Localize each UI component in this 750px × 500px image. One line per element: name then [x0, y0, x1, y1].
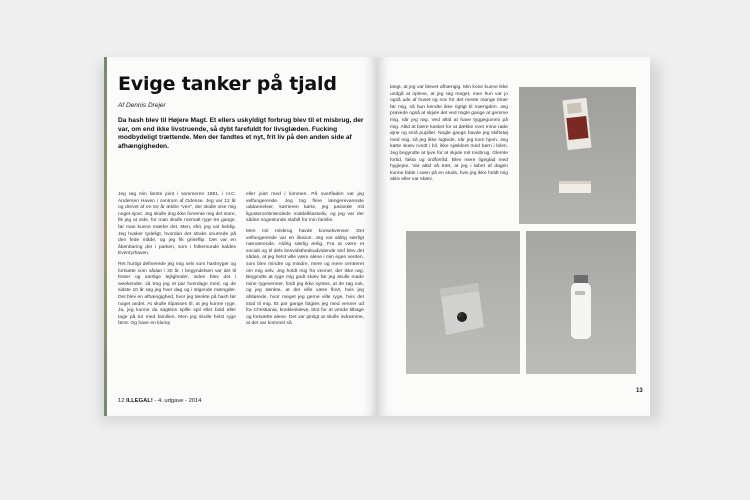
article-title: Evige tanker på tjald	[118, 73, 337, 95]
body-column-2	[246, 192, 364, 332]
right-page	[378, 57, 650, 416]
page-number: 13	[636, 388, 643, 394]
issue-info: - 4. udgave - 2014	[154, 398, 202, 404]
byline: Af Dennis Drejer	[118, 102, 166, 109]
left-page	[104, 57, 377, 416]
body-paragraph: eller joint med i lommen. På overfladen var jeg velfungerende. Jeg tog flere længerevarende uddannelser, karrieren kørte, jeg passede mit ligusterombrændede middelklasseliv, og jeg var der sådan nogenlunde stabilt for min familie.	[246, 192, 364, 224]
body-column-1	[118, 192, 236, 332]
page-edge-strip	[104, 57, 107, 416]
body-column-3: langt, at jeg var blevet afhængig. Min kone kunne ikke undgå at opleve, at jeg røg meget, men hun var jo også ude af huset og sov for det meste mange timer før mig, så hun kendte ikke rigtigt til mængden. Jeg prøvede også at skjule det ved nogle gange at gemme mig, når jeg røg. Ved altid at have tyggegummi på mig. Altid at bære kasket for at dække over mine røde øjne og små pupiller. Nogle gange havde jeg skiftetøj med mig, så jeg ikke lugtede, når jeg kom hjem. Jeg kørte skæv rundt i bil, ikke sjældent med børn i bilen. Jeg begyndte at lyve for at skjule mit misbrug. Glemte fortid, fakta og ordforråd. Blev mere ligeglad med hygiejne. Var altid så træt, at jeg i løbet af dagen kunne falde i søvn på en studs, hvis jeg ikke holdt mig aktiv eller var skæv.	[390, 85, 508, 183]
body-paragraph: Ret hurtigt definerede jeg mig selv som hashryger og fortsatte som sådan i 30 år. I begyndelsen var det til fester og særlige lejligheder, siden blev det i weekender, så trog jeg et par hverdage med, og de sidste 10 år røg jeg hver dag og i stigende mængder. Det blev en afhængighed, hvor jeg tænkte på hash før noget andet. At skulle tilpasses til, at jeg kunne ryge. Ja, jeg kunne da sagtens spille spil eller bold eller tage på tur med familien. Men jeg skulle helst ryge først. Og have en klump	[118, 261, 236, 327]
photo-lighter	[526, 231, 636, 374]
photo-plastic-bag	[406, 231, 520, 374]
body-paragraph: Men mit misbrug havde konsekvenser. Det velfungerende var en illusion. Jeg var aldrig særligt nærværende. Aldrig særlig ærlig. Fra at være et socialt og til dels besvidsthedsudvidende stof blev det sådan, at jeg helst ville være alene i min egen verden, som blev mindre og mindre, mere og mere centreret om mig selv. Jeg holdt mig fra venner, der ikke røg. Begyndte at ryge mig godt skæv før jeg skulle møde mine rygevenner, fordi jeg ikke syntes, at de røg nok, og jeg tænkte, at det ville være flovt, hvis jeg afslørede, hvor meget jeg gerne ville ryge, hvis det stod til mig. Et par gange fulgtes jeg med venner ud fra Christiania, knokleskæve, blot for at vende tilbage og fortsætte alene. Det var pinligt at skulle indrømme, at det var kommet så	[246, 228, 364, 327]
body-paragraph: Jeg røg min første joint i sommeren 1981, i H.C. Andersen Haven i centrum af Odense. Jeg var 12 år og drevet af en tre år ældre "ven", der skulle vise mig noget sjovt. Jeg skulle dog ikke forvente mig det store, fik jeg at vide, for man skulle normalt ryge tre gange, før man kunne mærke det. Men, shit, jeg var heldig. Jeg husker tydeligt, hvordan det straks snurrede på den fede måde, og jeg fik grineflip. Det var en åbenbaring der i parken, som i folkemunde kaldes Eventyrhaven.	[118, 192, 236, 257]
photo-rolling-papers	[519, 87, 636, 224]
page-number: 12	[118, 398, 125, 404]
page-footer	[118, 398, 202, 404]
lead-paragraph: Da hash blev til Højere Magt. Et ellers uskyldigt forbrug blev til et misbrug, der var, om end ikke livstruende, så dybt farefuldt for livsglæden. Fucking modbydeligt trættende. Men der fandtes et nyt, frit liv på den anden side af afhængigheden.	[118, 117, 364, 150]
magazine-name: ILLEGAL!	[126, 398, 153, 404]
